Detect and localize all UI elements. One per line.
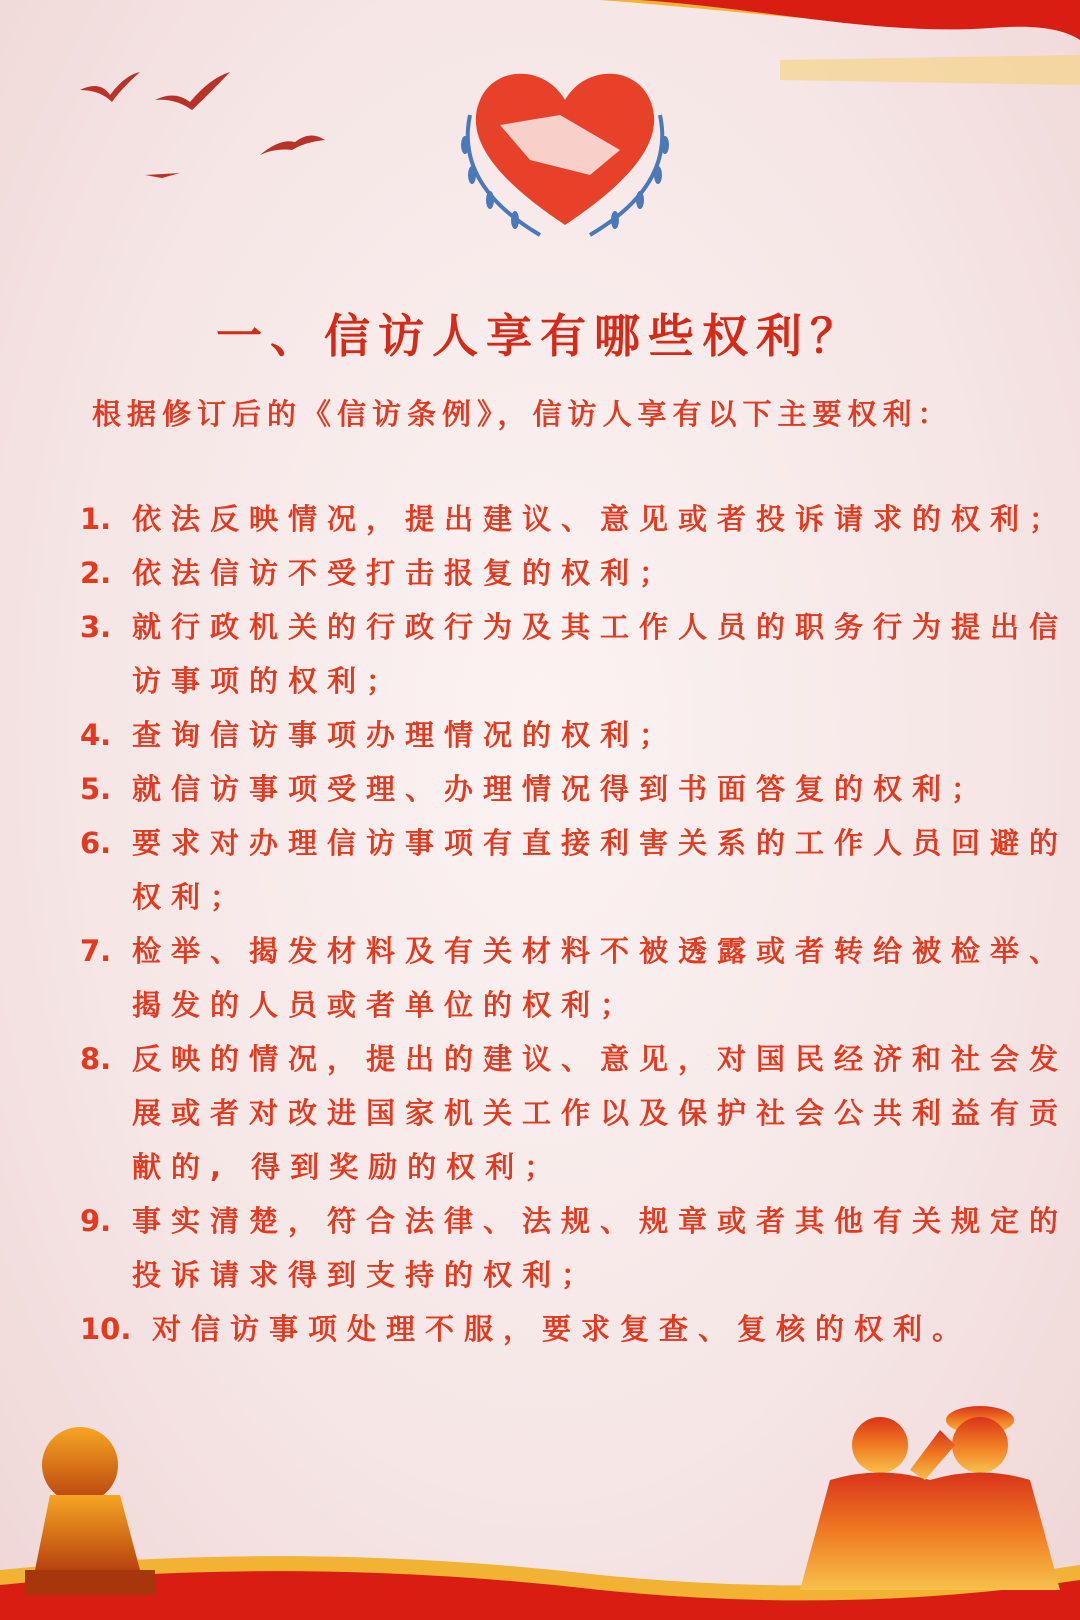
item-number: 5. — [80, 772, 112, 806]
item-text-line: 事实清楚，符合法律、法规、规章或者其他有关规定的 — [132, 1204, 1069, 1238]
item-number: 10. — [80, 1312, 132, 1346]
item-text-line: 对信访事项处理不服，要求复查、复核的权利。 — [152, 1312, 972, 1346]
item-text-line: 投诉请求得到支持的权利； — [132, 1258, 601, 1292]
item-number: 9. — [80, 1204, 112, 1238]
rights-list-item — [80, 816, 1069, 924]
rights-list-item — [80, 1194, 1069, 1302]
heart-handshake-logo — [450, 55, 680, 245]
item-text-line: 访事项的权利； — [132, 664, 406, 698]
item-text-line: 揭发的人员或者单位的权利； — [132, 988, 640, 1022]
intro-text: 根据修订后的《信访条例》，信访人享有以下主要权利： — [92, 397, 953, 431]
item-text-line: 依法信访不受打击报复的权利； — [132, 556, 679, 590]
item-number: 1. — [80, 502, 112, 536]
rights-list-item — [80, 762, 1040, 816]
item-text-line: 就信访事项受理、办理情况得到书面答复的权利； — [132, 772, 991, 806]
item-text-line: 献的, 得到奖励的权利； — [132, 1150, 564, 1184]
item-text-line: 查询信访事项办理情况的权利； — [132, 718, 679, 752]
page-title: 一、信访人享有哪些权利？ — [216, 309, 864, 363]
item-number: 7. — [80, 934, 112, 968]
birds-decoration — [70, 60, 350, 190]
item-text-line: 展或者对改进国家机关工作以及保护社会公共利益有贡 — [132, 1096, 1069, 1130]
rights-list-item — [80, 708, 1040, 762]
item-text-line: 检举、揭发材料及有关材料不被透露或者转给被检举、 — [132, 934, 1069, 968]
item-number: 8. — [80, 1042, 112, 1076]
item-text-line: 要求对办理信访事项有直接利害关系的工作人员回避的 — [132, 826, 1069, 860]
rights-list-item — [80, 1302, 1040, 1356]
saluting-soldiers-decoration — [780, 1390, 1080, 1590]
item-number: 6. — [80, 826, 112, 860]
item-text-line: 反映的情况，提出的建议、意见，对国民经济和社会发 — [132, 1042, 1069, 1076]
rights-list-item — [80, 1032, 1069, 1194]
rights-list-item — [80, 924, 1069, 1032]
item-text-line: 依法反映情况，提出建议、意见或者投诉请求的权利； — [132, 502, 1069, 536]
rights-list — [80, 492, 1069, 1356]
item-text-line: 就行政机关的行政行为及其工作人员的职务行为提出信 — [132, 610, 1069, 644]
rights-list-item — [80, 600, 1069, 708]
stone-lion-decoration — [20, 1420, 160, 1600]
rights-list-item — [80, 546, 1040, 600]
item-number: 4. — [80, 718, 112, 752]
item-number: 3. — [80, 610, 112, 644]
rights-list-item — [80, 492, 1069, 546]
item-number: 2. — [80, 556, 112, 590]
item-text-line: 权利； — [132, 880, 250, 914]
